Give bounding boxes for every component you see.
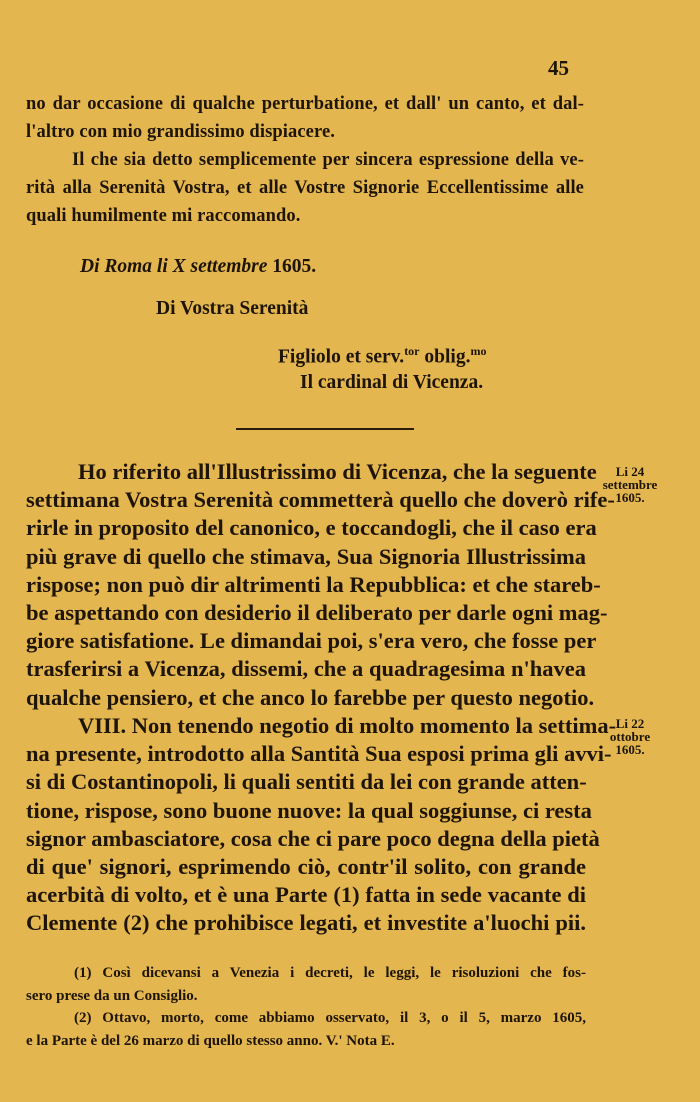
margin-month: settembre bbox=[602, 477, 658, 492]
text-line: VIII. Non tenendo negotio di molto momento la settima- bbox=[78, 713, 617, 738]
text-line: si di Costantinopoli, li quali sentiti da lei con grande atten- bbox=[26, 769, 587, 795]
text-line: rità alla Serenità Vostra, et alle Vostre Signorie Eccellentissime alle bbox=[26, 178, 584, 198]
signature-superscript: tor bbox=[404, 344, 420, 358]
text-line: na presente, introdotto alla Santità Sua esposi prima gli avvi- bbox=[26, 741, 612, 767]
body-paragraph-1 bbox=[26, 458, 615, 712]
text-line: qualche pensiero, et che anco lo farebbe per questo negotio. bbox=[26, 684, 595, 710]
text-line: quali humilmente mi raccomando. bbox=[26, 206, 301, 226]
footnote-line: (2) Ottavo, morto, come abbiamo osservato, il 3, o il 5, marzo 1605, bbox=[74, 1010, 586, 1026]
signature-line-1 bbox=[278, 344, 486, 369]
signature-text: Figliolo et serv. bbox=[278, 346, 405, 368]
text-line: più grave di quello che stimava, Sua Signoria Illustrissima bbox=[26, 543, 586, 569]
text-line: tione, rispose, sono buone nuove: la qual soggiunse, ci resta bbox=[26, 797, 592, 823]
top-paragraph bbox=[26, 90, 584, 230]
text-line: giore satisfatione. Le dimandai poi, s'era vero, che fosse per bbox=[26, 628, 597, 654]
text-line: rispose; non può dir altrimenti la Repubblica: et che stareb- bbox=[26, 571, 601, 597]
salutation: Di Vostra Serenità bbox=[156, 298, 309, 319]
dateline-year: 1605. bbox=[272, 256, 317, 277]
margin-month: ottobre bbox=[609, 729, 651, 744]
margin-year: 1605. bbox=[615, 490, 645, 505]
text-line: di que' signori, esprimendo ciò, contr'il solito, con grande bbox=[26, 854, 586, 880]
text-line: signor ambasciatore, cosa che ci pare poco degna della pietà bbox=[26, 825, 600, 851]
section-divider bbox=[236, 428, 414, 430]
margin-date-note bbox=[592, 465, 668, 504]
text-line: trasferirsi a Vicenza, dissemi, che a quadragesima n'havea bbox=[26, 656, 586, 682]
margin-date-note bbox=[592, 717, 668, 756]
body-paragraph-2 bbox=[26, 712, 617, 938]
margin-day: Li 22 bbox=[615, 716, 645, 731]
margin-year: 1605. bbox=[615, 742, 645, 757]
page-number: 45 bbox=[548, 56, 569, 80]
signature-superscript: mo bbox=[470, 344, 487, 358]
footnote-line: (1) Così dicevansi a Venezia i decreti, le leggi, le risoluzioni che fos- bbox=[74, 965, 586, 981]
text-line: Il che sia detto semplicemente per sincera espressione della ve- bbox=[72, 150, 584, 170]
text-line: no dar occasione di qualche perturbatione, et dall' un canto, et dal- bbox=[26, 94, 584, 114]
text-line: rirle in proposito del canonico, e toccandogli, che il caso era bbox=[26, 515, 597, 541]
letter-dateline bbox=[80, 256, 316, 278]
text-line: Clemente (2) che prohibisce legati, et investite a'luochi pii. bbox=[26, 910, 586, 936]
text-line: l'altro con mio grandissimo dispiacere. bbox=[26, 122, 335, 142]
text-line: acerbità di volto, et è una Parte (1) fatta in sede vacante di bbox=[26, 882, 586, 908]
footnote-line: e la Parte è del 26 marzo di quello stesso anno. V.' Nota E. bbox=[26, 1032, 395, 1049]
signature-text: oblig. bbox=[419, 346, 471, 368]
footnote-line: sero prese da un Consiglio. bbox=[26, 987, 198, 1004]
text-line: settimana Vostra Serenità commetterà quello che doverò rife- bbox=[26, 487, 615, 513]
dateline-place: Di Roma li X settembre bbox=[80, 256, 268, 277]
text-line: Ho riferito all'Illustrissimo di Vicenza, che la seguente bbox=[78, 459, 597, 484]
signature-line-2: Il cardinal di Vicenza. bbox=[300, 372, 484, 393]
footnotes bbox=[26, 962, 586, 1052]
margin-day: Li 24 bbox=[615, 464, 645, 479]
text-line: be aspettando con desiderio il deliberato per darle ogni mag- bbox=[26, 600, 608, 626]
